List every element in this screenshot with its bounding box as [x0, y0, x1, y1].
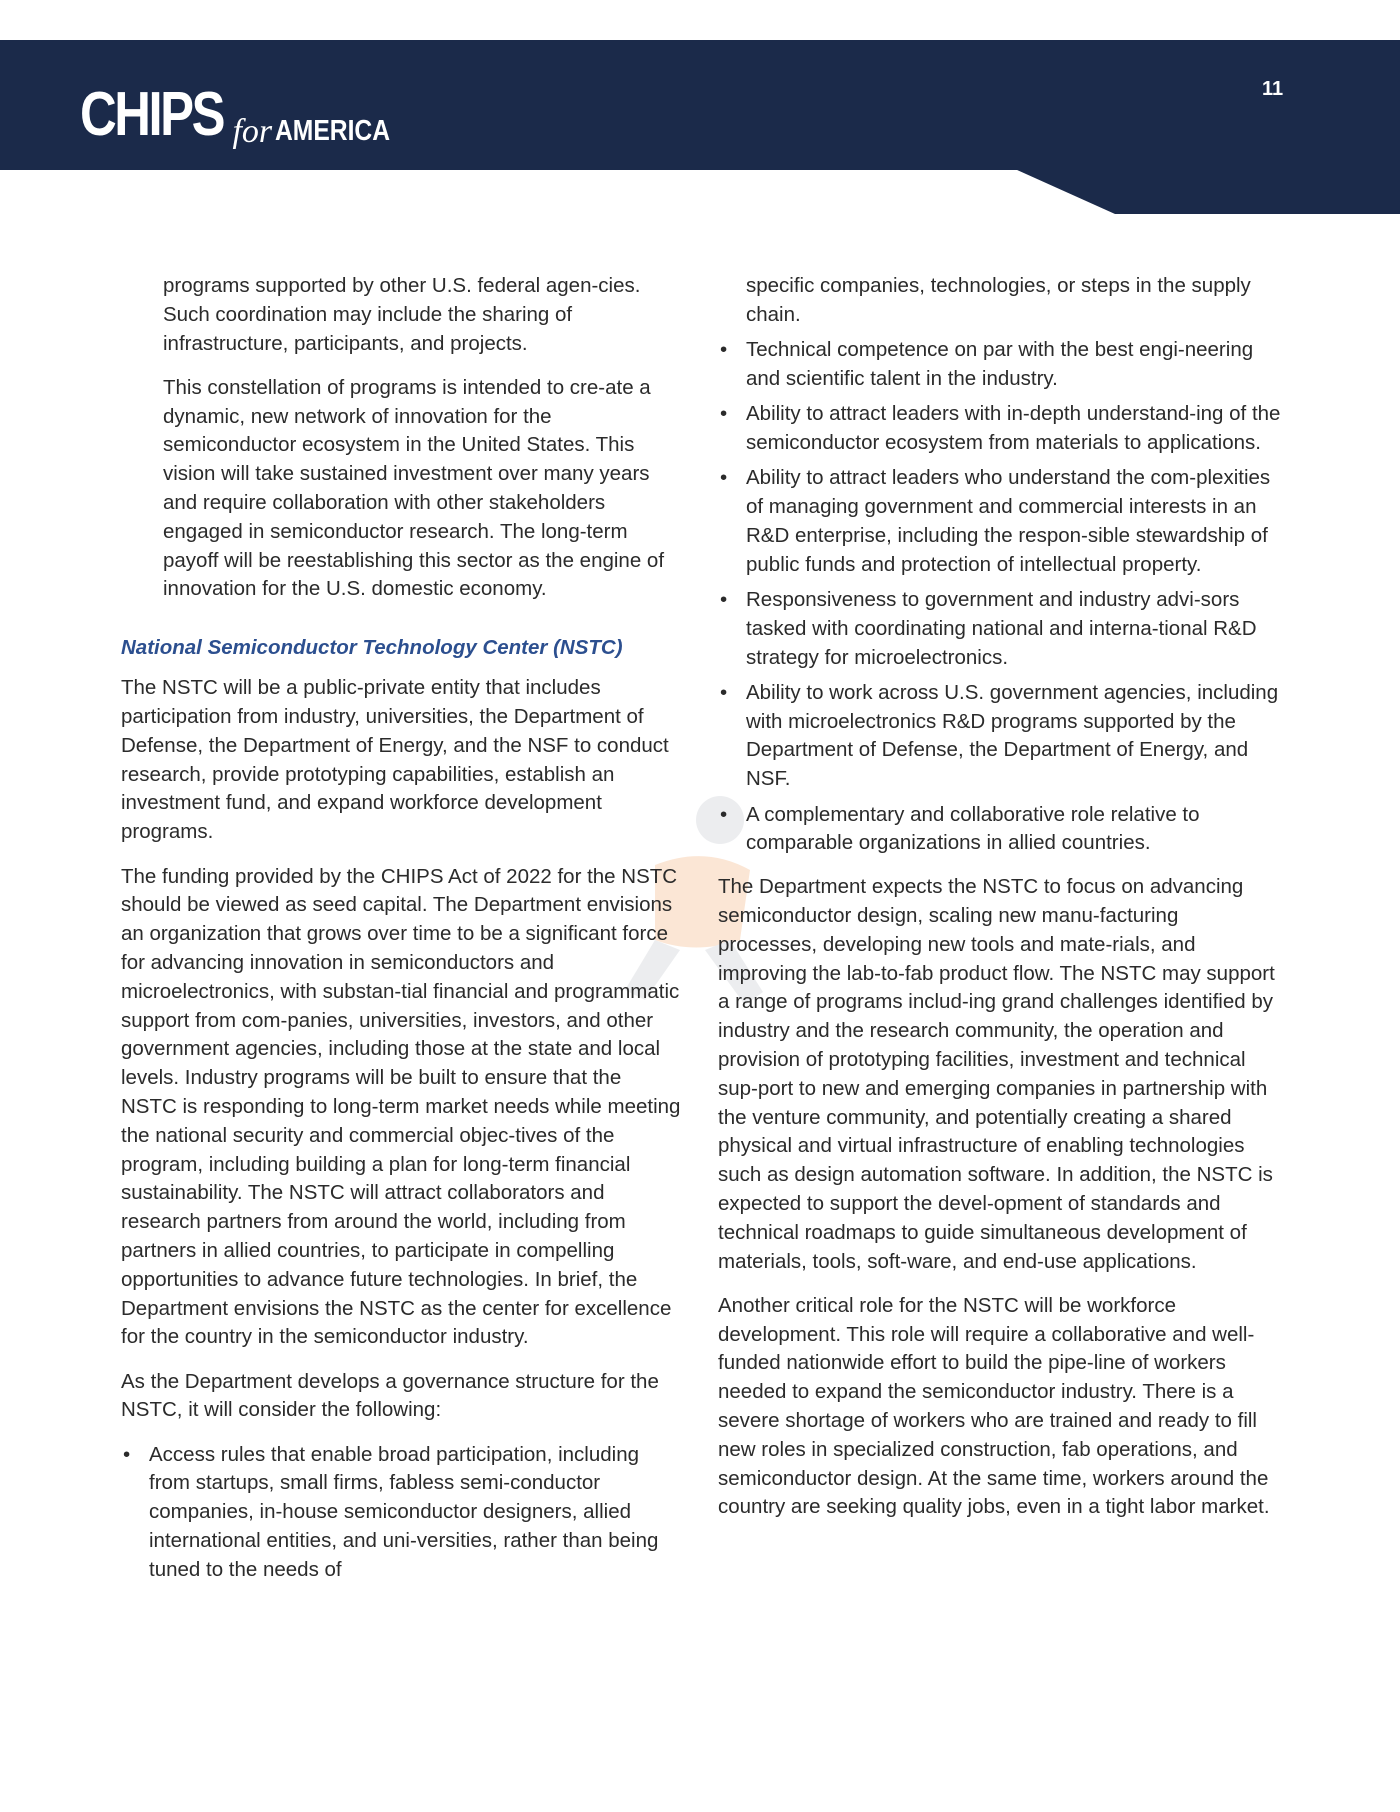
logo-for-text: for: [232, 113, 273, 150]
left-column: [121, 272, 681, 1600]
paragraph: The NSTC will be a public-private entity that includes participation from industry, universities, the Department of Defense, the Department of Energy, and the NSF to conduct research, provide prototyping capabilities, establish an investment fund, and expand workforce development programs.: [121, 676, 669, 844]
list-item: • Ability to attract leaders with in-depth understand-ing of the semiconductor ecosystem from materials to applications.: [718, 400, 1283, 458]
logo-america-text: AMERICA: [275, 115, 391, 147]
paragraph: This constellation of programs is intended to cre-ate a dynamic, new network of innovation for the semiconductor ecosystem in the United States. This vision will take sustained investment over many years and require collaboration with other stakeholders engaged in semiconductor research. The long-term payoff will be reestablishing this sector as the engine of innovation for the U.S. domestic economy.: [163, 375, 665, 601]
chips-for-america-logo: [80, 76, 411, 150]
paragraph: programs supported by other U.S. federal agen-cies. Such coordination may include the sharing of infrastructure, participants, and projects.: [163, 274, 641, 355]
governance-list: [121, 1441, 681, 1585]
section-title: National Semiconductor Technology Center (NSTC): [121, 636, 623, 660]
paragraph: The funding provided by the CHIPS Act of 2022 for the NSTC should be viewed as seed capital. The Department envisions an organization that grows over time to be a significant force for advancing innovation in semiconductors and microelectronics, with substan-tial financial and programmatic support from com-panies, universities, investors, and other government agencies, including those at the state and local levels. Industry programs will be built to ensure that the NSTC is responding to long-term market needs while meeting the national security and commercial objec-tives of the program, including building a plan for long-term financial sustainability. The NSTC will attract collaborators and research partners from around the world, including from partners in allied countries, to participate in compelling opportunities to advance future technologies. In brief, the Department envisions the NSTC as the center for excellence for the country in the semiconductor industry.: [121, 864, 681, 1349]
list-item: • Ability to attract leaders who understand the com-plexities of managing government and commercial interests in an R&D enterprise, including the respon-sible stewardship of public funds and protection of intellectual property.: [718, 464, 1283, 579]
list-item: • A complementary and collaborative role relative to comparable organizations in allied countries.: [718, 801, 1283, 859]
right-column: [718, 272, 1283, 1538]
paragraph: As the Department develops a governance structure for the NSTC, it will consider the following:: [121, 1369, 659, 1422]
paragraph: The Department expects the NSTC to focus on advancing semiconductor design, scaling new manu-facturing processes, developing new tools and mate-rials, and improving the lab-to-fab product flow. The NSTC may support a range of programs includ-ing grand challenges identified by industry and the research community, the operation and provision of prototyping facilities, investment and technical sup-port to new and emerging companies in partnership with the venture community, and potentially creating a shared physical and virtual infrastructure of enabling technologies such as design automation software. In addition, the NSTC is expected to support the devel-opment of standards and technical roadmaps to guide simultaneous development of materials, tools, soft-ware, and end-use applications.: [718, 875, 1275, 1273]
logo-chips-text: CHIPS: [80, 80, 224, 149]
paragraph: Another critical role for the NSTC will be workforce development. This role will require a collaborative and well-funded nationwide effort to build the pipe-line of workers needed to expand the semiconductor industry. There is a severe shortage of workers who are trained and ready to fill new roles in specialized construction, fab operations, and semiconductor design. At the same time, workers around the country are seeking quality jobs, even in a tight labor market.: [718, 1293, 1270, 1519]
list-item: • Responsiveness to government and industry advi-sors tasked with coordinating national and interna-tional R&D strategy for microelectronics.: [718, 586, 1283, 672]
list-item-continuation: specific companies, technologies, or steps in the supply chain.: [746, 274, 1251, 326]
governance-list-continued: [718, 336, 1283, 858]
list-item: • Access rules that enable broad participation, including from startups, small firms, fabless semi-conductor companies, in-house semiconductor designers, allied international entities, and uni-versities, rather than being tuned to the needs of: [121, 1441, 681, 1585]
list-item: • Technical competence on par with the best engi-neering and scientific talent in the industry.: [718, 336, 1283, 394]
list-item: • Ability to work across U.S. government agencies, including with microelectronics R&D programs supported by the Department of Defense, the Department of Energy, and NSF.: [718, 679, 1283, 794]
page-number: 11: [1262, 78, 1284, 100]
